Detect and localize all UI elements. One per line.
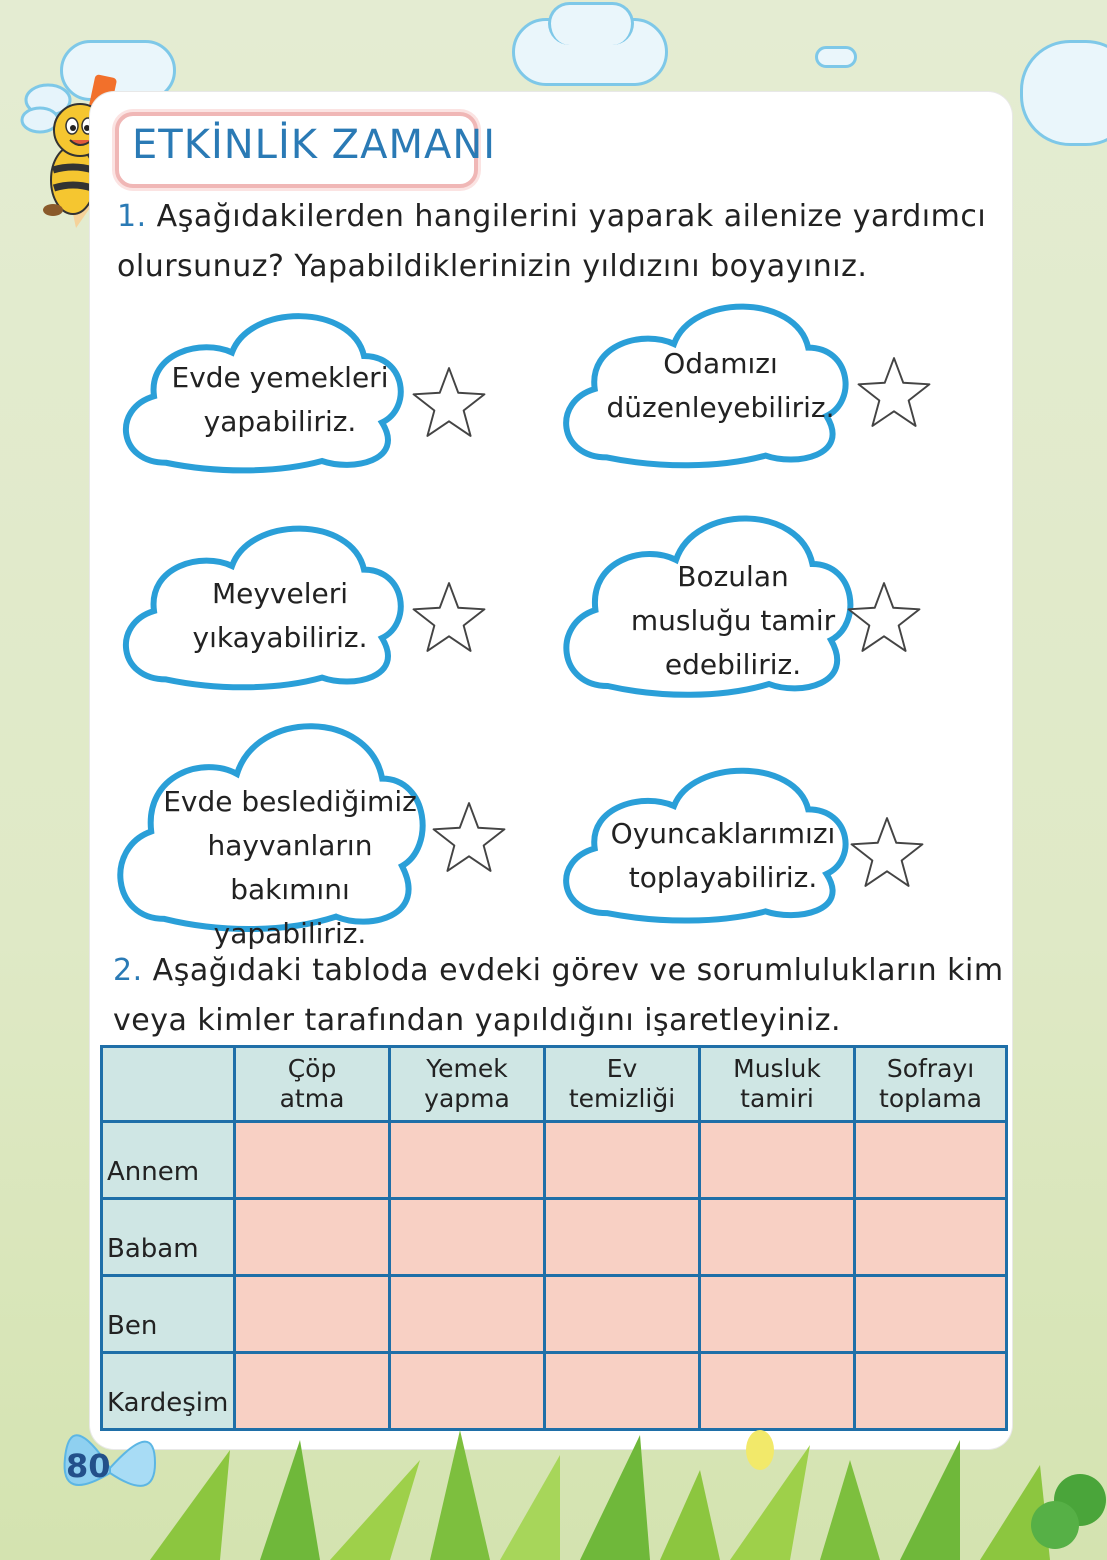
cloud-task-text (588, 555, 878, 687)
table-row (102, 1122, 1007, 1199)
cloud-task-line: Bozulan (677, 560, 789, 593)
star-icon[interactable] (845, 580, 923, 654)
cloud-task-line: musluğu tamir (630, 604, 836, 637)
cloud-task-line: Odamızı (663, 347, 778, 380)
cloud-task-line: Oyuncaklarımızı (610, 817, 836, 850)
cloud-task-line: düzenleyebiliriz. (606, 391, 835, 424)
question-2-line2: veya kimler tarafından yapıldığını işaretleyiniz. (113, 1003, 841, 1038)
row-header: Kardeşim (102, 1353, 235, 1430)
question-1-number: 1. (117, 199, 147, 234)
page-title: ETKİNLİK ZAMANI (132, 122, 497, 168)
question-2-line1: 2. Aşağıdaki tabloda evdeki görev ve sorumlulukların kim (113, 953, 1004, 988)
cloud-task-line: Evde yemekleri (171, 361, 389, 394)
row-header: Babam (102, 1199, 235, 1276)
check-cell[interactable] (390, 1353, 545, 1430)
sky-cloud (815, 46, 857, 68)
row-header: Annem (102, 1122, 235, 1199)
check-cell[interactable] (700, 1353, 855, 1430)
star-icon[interactable] (410, 580, 488, 654)
row-header: Ben (102, 1276, 235, 1353)
cloud-task-line: hayvanların bakımını (207, 829, 373, 906)
check-cell[interactable] (545, 1353, 700, 1430)
cloud-task-text (145, 780, 435, 956)
sky-cloud (548, 2, 634, 45)
check-cell[interactable] (855, 1353, 1007, 1430)
question-1-line1: 1. Aşağıdakilerden hangilerini yaparak ailenize yardımcı (117, 199, 987, 234)
check-cell[interactable] (855, 1199, 1007, 1276)
check-cell[interactable] (545, 1276, 700, 1353)
question-2 (113, 946, 1004, 1046)
column-header: Sofrayı toplama (855, 1047, 1007, 1122)
cloud-task-line: yapabiliriz. (203, 405, 357, 438)
cloud-task-line: edebiliriz. (664, 648, 802, 681)
check-cell[interactable] (235, 1122, 390, 1199)
cloud-task-line: Meyveleri (211, 577, 349, 610)
cloud-task-line: yapabiliriz. (213, 917, 367, 950)
responsibility-table (100, 1045, 1008, 1431)
grass-decoration (0, 1430, 1107, 1560)
cloud-task-text (150, 572, 410, 660)
column-header: Çöp atma (235, 1047, 390, 1122)
check-cell[interactable] (700, 1122, 855, 1199)
check-cell[interactable] (390, 1276, 545, 1353)
table-header-row (102, 1047, 1007, 1122)
column-header: Ev temizliği (545, 1047, 700, 1122)
question-2-number: 2. (113, 953, 143, 988)
question-1-line2: olursunuz? Yapabildiklerinizin yıldızını boyayınız. (117, 249, 868, 284)
star-icon[interactable] (855, 355, 933, 429)
check-cell[interactable] (700, 1276, 855, 1353)
check-cell[interactable] (545, 1122, 700, 1199)
table-row (102, 1276, 1007, 1353)
check-cell[interactable] (390, 1122, 545, 1199)
column-header: Yemek yapma (390, 1047, 545, 1122)
question-1 (117, 192, 986, 292)
check-cell[interactable] (855, 1122, 1007, 1199)
star-icon[interactable] (410, 365, 488, 439)
sky-cloud (1020, 40, 1107, 146)
page-number: 80 (66, 1447, 111, 1485)
star-icon[interactable] (430, 800, 508, 874)
check-cell[interactable] (235, 1199, 390, 1276)
check-cell[interactable] (545, 1199, 700, 1276)
check-cell[interactable] (235, 1276, 390, 1353)
table-row (102, 1353, 1007, 1430)
check-cell[interactable] (235, 1353, 390, 1430)
cloud-task-text (588, 342, 853, 430)
cloud-task-text (150, 356, 410, 444)
cloud-task-line: toplayabiliriz. (628, 861, 818, 894)
cloud-task-line: Evde beslediğimiz (163, 785, 417, 818)
table-row (102, 1199, 1007, 1276)
check-cell[interactable] (700, 1199, 855, 1276)
check-cell[interactable] (855, 1276, 1007, 1353)
column-header: Musluk tamiri (700, 1047, 855, 1122)
star-icon[interactable] (848, 815, 926, 889)
cloud-task-text (588, 812, 858, 900)
check-cell[interactable] (390, 1199, 545, 1276)
cloud-task-line: yıkayabiliriz. (192, 621, 368, 654)
table-corner-cell (102, 1047, 235, 1122)
